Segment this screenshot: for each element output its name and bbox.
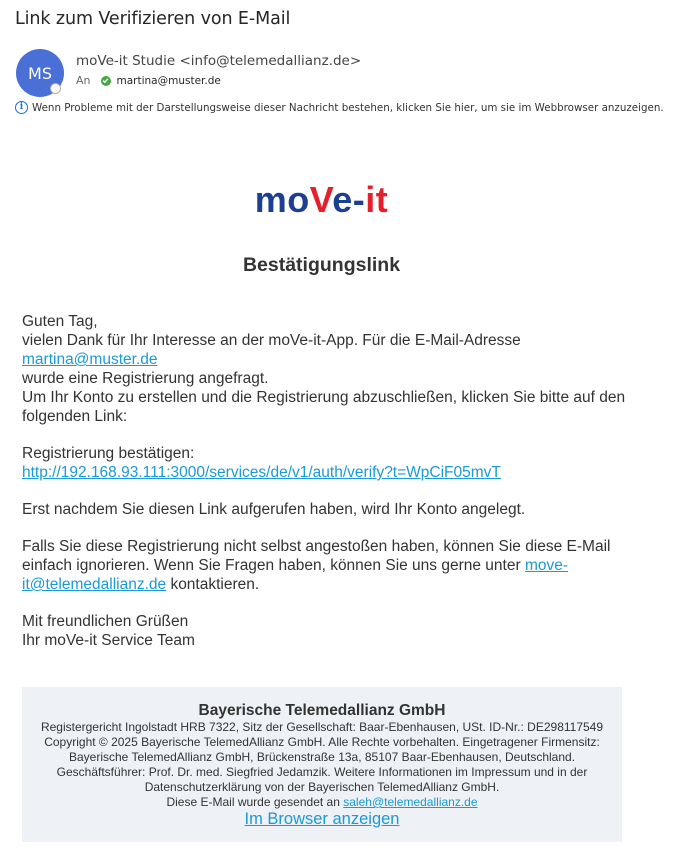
ignore-paragraph [22, 537, 632, 594]
presence-status-icon [50, 83, 61, 94]
recipient-address[interactable]: martina@muster.de [116, 74, 221, 87]
logo-part-it: it [365, 179, 389, 220]
verify-link[interactable]: http://192.168.93.111:3000/services/de/v1/auth/verify?t=WpCiF05mvT [22, 464, 501, 481]
sent-to-label: Diese E-Mail wurde gesendet an [166, 795, 340, 809]
email-footer [22, 687, 622, 842]
display-problem-text[interactable]: Wenn Probleme mit der Darstellungsweise dieser Nachricht bestehen, klicken Sie hier, um sie im Webbrowser anzuzeigen. [32, 101, 664, 114]
email-headline: Bestätigungslink [242, 254, 401, 276]
recipient-row [76, 74, 221, 87]
footer-sent-to [22, 795, 622, 810]
registration-requested-line: wurde eine Registrierung angefragt. [22, 370, 269, 387]
to-label: An [76, 74, 91, 87]
verified-check-icon [101, 76, 111, 86]
view-in-browser-link[interactable]: Im Browser anzeigen [244, 810, 400, 828]
move-it-logo [0, 179, 643, 221]
footer-register-info: Registergericht Ingolstadt HRB 7322, Sitz der Gesellschaft: Baar-Ebenhausen, USt. ID-Nr.: DE298117549 [40, 720, 604, 734]
email-subject: Link zum Verifizieren von E-Mail [15, 9, 291, 29]
footer-copyright: Copyright © 2025 Bayerische TelemedAllianz GmbH. Alle Rechte vorbehalten. Eingetragener Firmensitz: Bayerische TelemedAllianz GmbH, Brückenstraße 13a, 85107 Baar-Ebenhausen, Deutschland. Geschäftsführer: Prof. Dr. med. Siegfried Jedamzik. Weitere Informationen im Impressum und in der Datenschutzerklärung von der Bayerischen TelemedAllianz GmbH. [44, 735, 600, 794]
email-body [22, 312, 632, 650]
registered-email-link[interactable]: martina@muster.de [22, 351, 158, 368]
signature: Ihr moVe-it Service Team [22, 632, 195, 649]
logo-part-mo: mo [254, 179, 310, 220]
contact-email-link[interactable]: move-it@telemedallianz.de [22, 557, 569, 593]
account-created-note: Erst nachdem Sie diesen Link aufgerufen haben, wird Ihr Konto angelegt. [22, 501, 526, 518]
sent-to-email-link[interactable]: saleh@telemedallianz.de [343, 795, 478, 809]
display-problem-notice[interactable] [15, 101, 664, 114]
footer-company-name: Bayerische Telemedallianz GmbH [198, 702, 446, 719]
confirm-label: Registrierung bestätigen: [22, 445, 195, 462]
closing: Mit freundlichen Grüßen [22, 613, 189, 630]
contact-suffix: kontaktieren. [170, 576, 260, 593]
greeting: Guten Tag, [22, 313, 98, 330]
logo-part-e: e- [332, 179, 366, 220]
ignore-text: Falls Sie diese Registrierung nicht selbst angestoßen haben, können Sie diese E-Mail einfach ignorieren. Wenn Sie Fragen haben, können Sie uns gerne unter [22, 538, 611, 574]
intro-line: vielen Dank für Ihr Interesse an der moVe-it-App. Für die E-Mail-Adresse [22, 332, 521, 349]
avatar-initials: MS [28, 63, 52, 83]
logo-part-v: V [309, 179, 333, 220]
instructions-line: Um Ihr Konto zu erstellen und die Registrierung abzuschließen, klicken Sie bitte auf den folgenden Link: [22, 389, 626, 425]
info-icon: i [15, 101, 28, 114]
sender-line[interactable]: moVe-it Studie <info@telemedallianz.de> [76, 53, 362, 69]
